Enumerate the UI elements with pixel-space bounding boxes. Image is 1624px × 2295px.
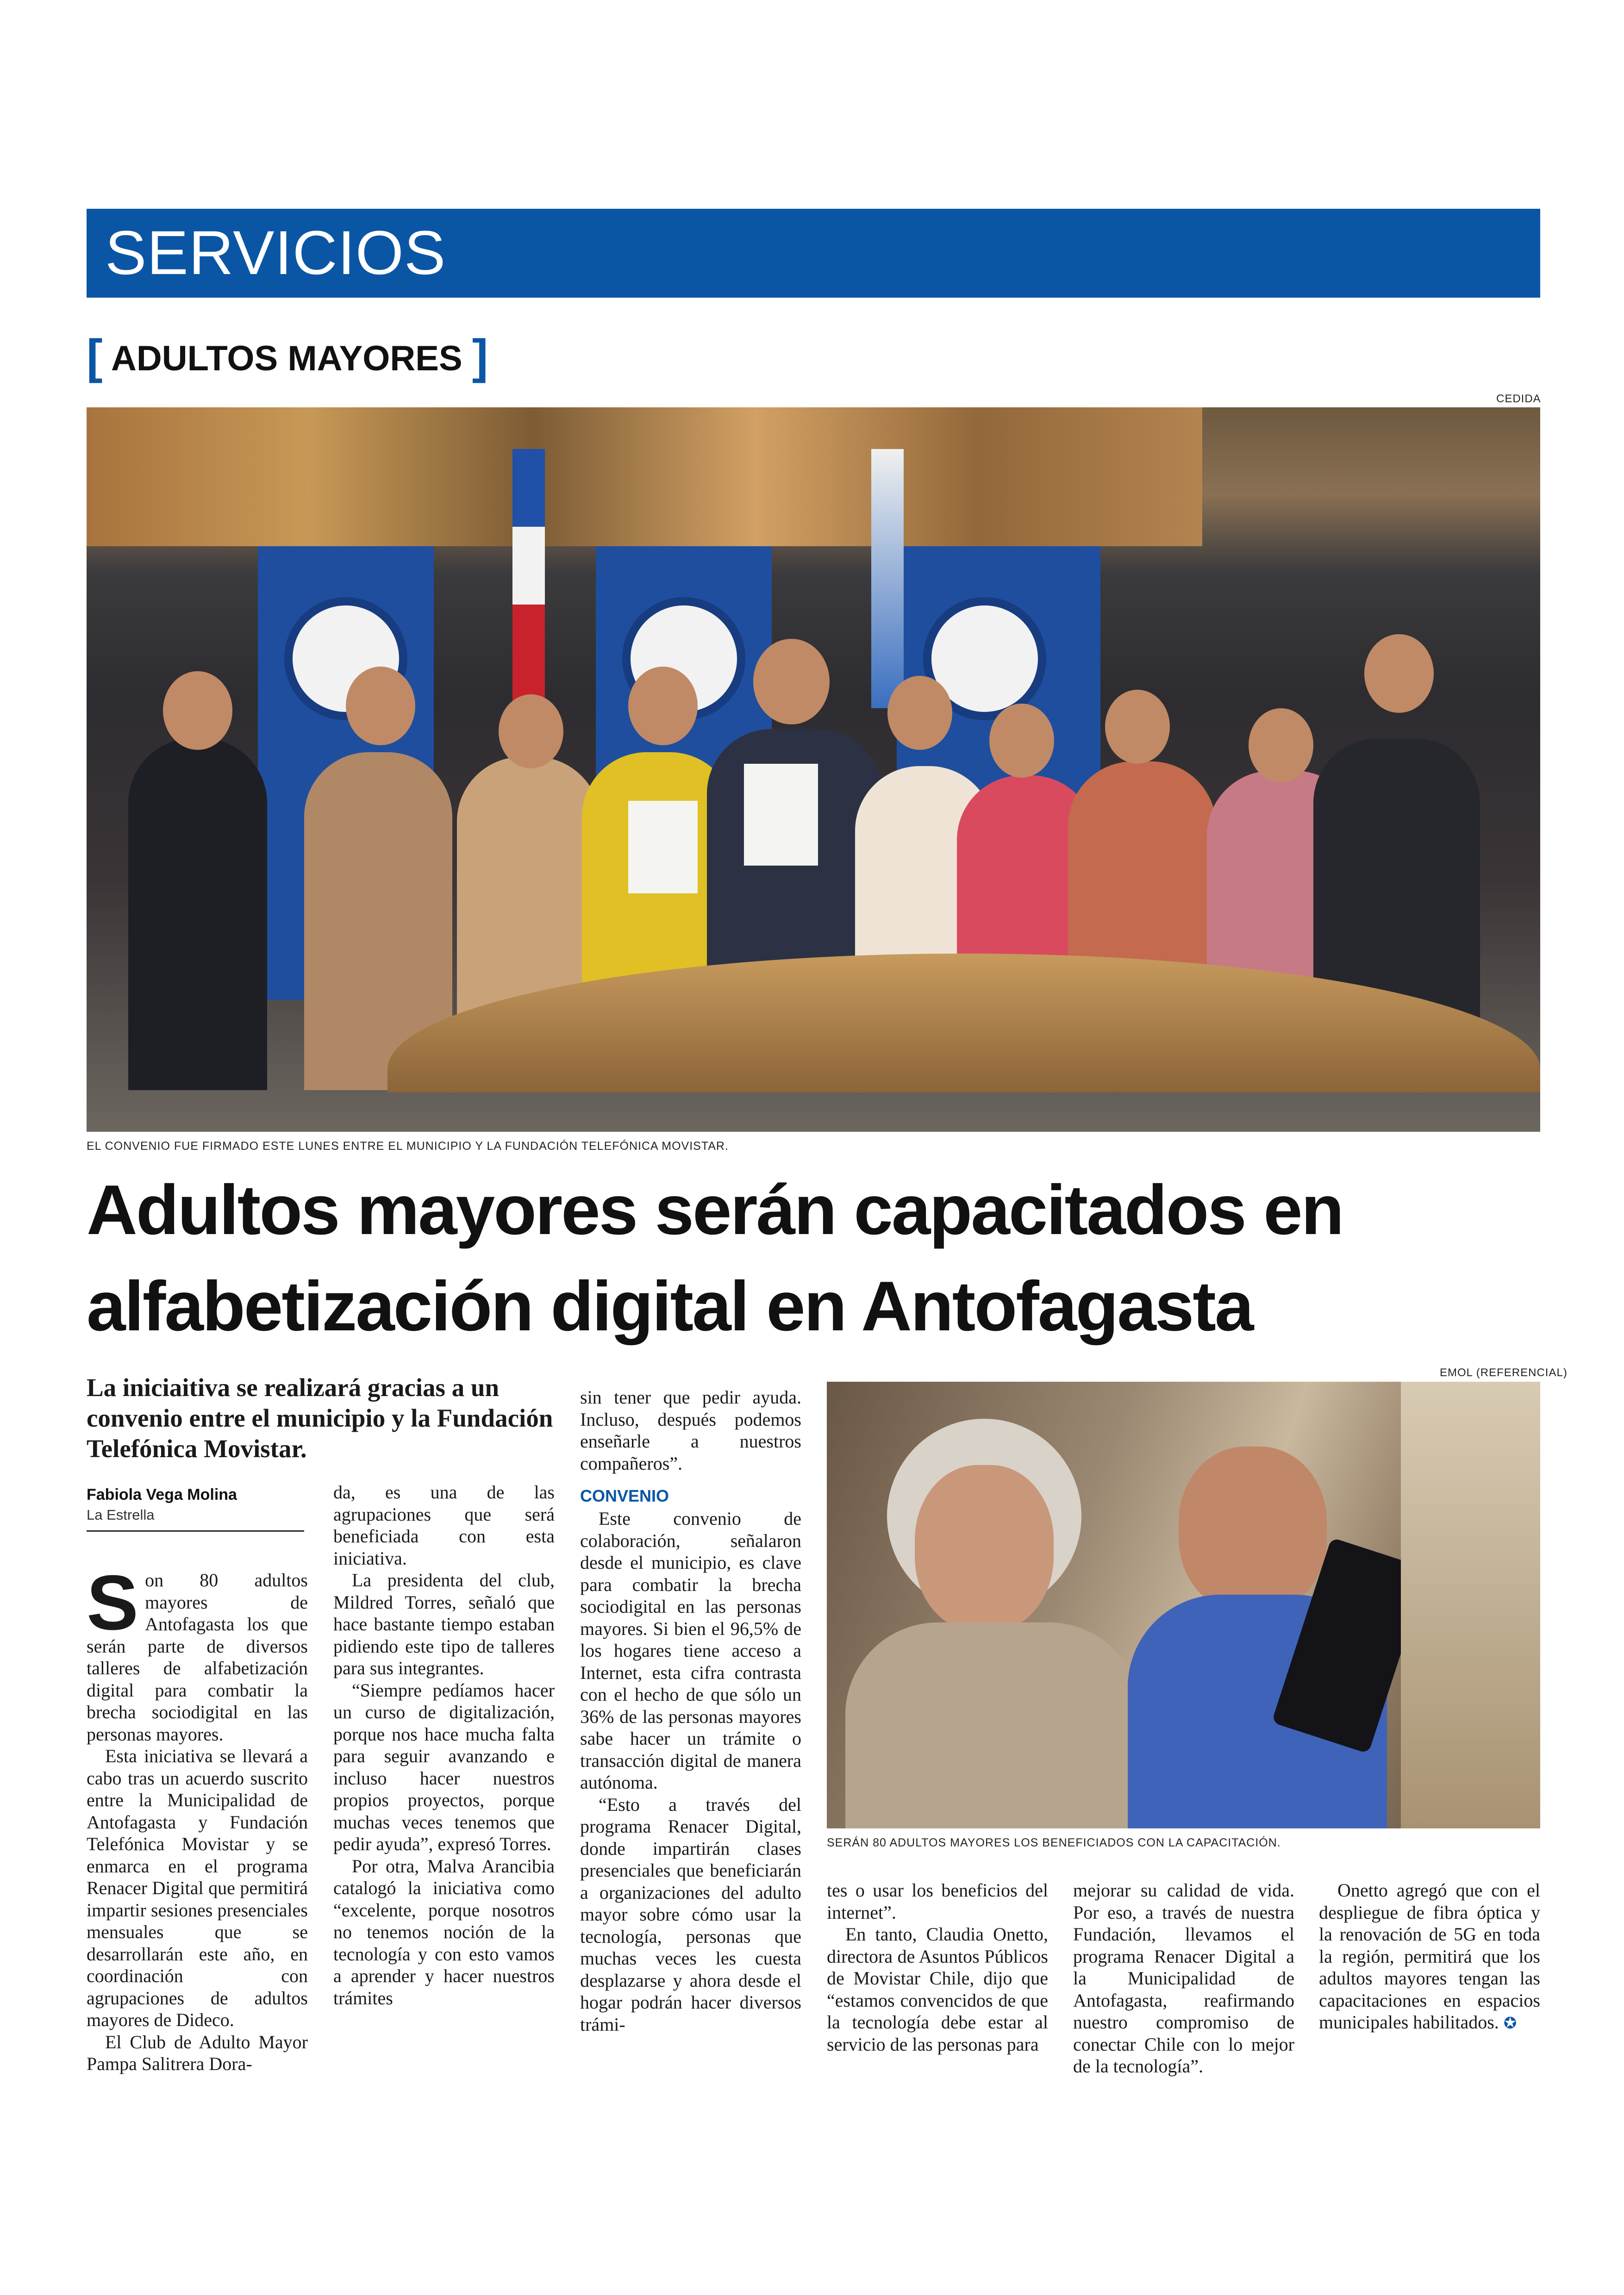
section-title: SERVICIOS <box>105 218 446 287</box>
face <box>989 704 1054 778</box>
body-column-6 <box>1319 1879 1540 2035</box>
body-paragraph: “Siempre pedíamos hacer un curso de digitalización, porque nos hace mucha falta para seguir avanzando e incluso hacer nuestros propios proyectos, porque muchas veces tenemos que pedir ayuda”, expresó Torres. <box>333 1679 555 1854</box>
body-paragraph: El Club de Adulto Mayor Pampa Salitrera Dora- <box>87 2031 308 2074</box>
kicker-close-bracket: ] <box>472 330 488 384</box>
body-paragraph: En tanto, Claudia Onetto, directora de Asuntos Públicos de Movistar Chile, dijo que “estamos convencidos de que la tecnología debe estar al servicio de las personas para <box>827 1924 1048 2055</box>
byline-rule <box>87 1530 304 1532</box>
face <box>1249 708 1313 782</box>
body-column-3 <box>580 1386 801 2035</box>
face <box>628 667 698 745</box>
background-wall <box>1401 1382 1540 1828</box>
subhead: CONVENIO <box>580 1486 669 1505</box>
body-paragraph: Este convenio de colaboración, señalaron desde el municipio, es clave para combatir la brecha sociodigital en las personas mayores. Si bien el 96,5% de los hogares tiene acceso a Internet, esta cifra contrasta con el hecho de que sólo un 36% de las personas mayores sabe hacer un trámite o transacción digital de manera autónoma. <box>580 1508 801 1793</box>
photo-2-caption: SERÁN 80 ADULTOS MAYORES LOS BENEFICIADOS CON LA CAPACITACIÓN. <box>827 1836 1281 1849</box>
woman-face <box>915 1465 1054 1632</box>
body-paragraph: “Esto a través del programa Renacer Digital, donde impartirán clases presenciales que beneficiarán a organizaciones del adulto mayor sobre cómo usar la tecnología, personas que muchas veces les cuesta desplazarse y ahora desde el hogar podrán hacer diversos trámi- <box>580 1794 801 2035</box>
body-column-1 <box>87 1559 308 2075</box>
byline-author: Fabiola Vega Molina <box>87 1486 237 1503</box>
section-header-bar <box>87 209 1540 298</box>
person <box>128 738 267 1090</box>
byline-source: La Estrella <box>87 1507 155 1523</box>
man-face <box>1179 1447 1327 1613</box>
woman-sweater <box>845 1622 1142 1828</box>
face <box>163 671 232 750</box>
body-paragraph: La presidenta del club, Mildred Torres, señaló que hace bastante tiempo estaban pidiendo este tipo de talleres para sus integrantes. <box>333 1570 555 1678</box>
signed-document <box>744 764 818 866</box>
headline-line-2: alfabetización digital en Antofagasta <box>87 1267 1253 1346</box>
face <box>1105 690 1170 764</box>
kicker <box>87 331 488 382</box>
mural <box>87 407 1202 546</box>
kicker-label: ADULTOS MAYORES <box>111 339 462 378</box>
face <box>887 676 952 750</box>
main-photo-credit: CEDIDA <box>1496 393 1541 405</box>
drop-cap: S <box>87 1559 139 1646</box>
regional-flag <box>871 449 904 708</box>
body-paragraph: Por otra, Malva Arancibia catalogó la iniciativa como “excelente, porque nosotros no tenemos noción de la tecnología y con esto vamos a aprender y hacer nuestros trámites <box>333 1855 555 2008</box>
face <box>1364 634 1434 713</box>
body-paragraph: tes o usar los beneficios del internet”. <box>827 1880 1048 1923</box>
signed-document <box>628 801 698 893</box>
body-column-4 <box>827 1879 1048 2055</box>
body-column-5 <box>1073 1879 1294 2077</box>
kicker-open-bracket: [ <box>87 330 103 384</box>
face <box>753 639 830 724</box>
end-mark-icon: ✪ <box>1503 2014 1517 2033</box>
body-paragraph: Onetto agregó que con el despliegue de fibra óptica y la renovación de 5G en toda la región, permitirá que los adultos mayores tengan las capacitaciones en espacios municipales habilitados. ✪ <box>1319 1880 1540 2033</box>
body-paragraph: da, es una de las agrupaciones que será beneficiada con esta iniciativa. <box>333 1482 555 1569</box>
headline <box>87 1162 1559 1354</box>
main-photo <box>87 407 1540 1132</box>
main-photo-caption: EL CONVENIO FUE FIRMADO ESTE LUNES ENTRE EL MUNICIPIO Y LA FUNDACIÓN TELEFÓNICA MOVISTAR. <box>87 1140 729 1153</box>
face <box>499 694 563 768</box>
body-paragraph: Son 80 adultos mayores de Antofagasta los que serán parte de diversos talleres de alfabetización digital para combatir la brecha sociodigital en las personas mayores. <box>87 1559 308 1745</box>
headline-line-1: Adultos mayores serán capacitados en <box>87 1171 1343 1249</box>
body-paragraph: Esta iniciativa se llevará a cabo tras un acuerdo suscrito entre la Municipalidad de Antofagasta y Fundación Telefónica Movistar y se enmarca en el programa Renacer Digital que permitirá impartir sesiones presenciales mensuales que se desarrollarán este año, en coordinación con agrupaciones de adultos mayores de Dideco. <box>87 1746 308 2030</box>
body-paragraph: sin tener que pedir ayuda. Incluso, después podemos enseñarle a nuestros compañeros”. <box>580 1387 801 1474</box>
deck: La iniciaitiva se realizará gracias a un convenio entre el municipio y la Fundación Telefónica Movistar. <box>87 1373 553 1463</box>
photo-2-credit: EMOL (REFERENCIAL) <box>1440 1366 1568 1379</box>
photo-2 <box>827 1382 1540 1828</box>
chile-flag <box>512 449 545 708</box>
body-column-2 <box>333 1481 555 2009</box>
face <box>346 667 415 745</box>
body-paragraph: mejorar su calidad de vida. Por eso, a través de nuestra Fundación, llevamos el programa Renacer Digital a la Municipalidad de Antofagasta, reafirmando nuestro compromiso de conectar Chile con lo mejor de la tecnología”. <box>1073 1880 1294 2077</box>
